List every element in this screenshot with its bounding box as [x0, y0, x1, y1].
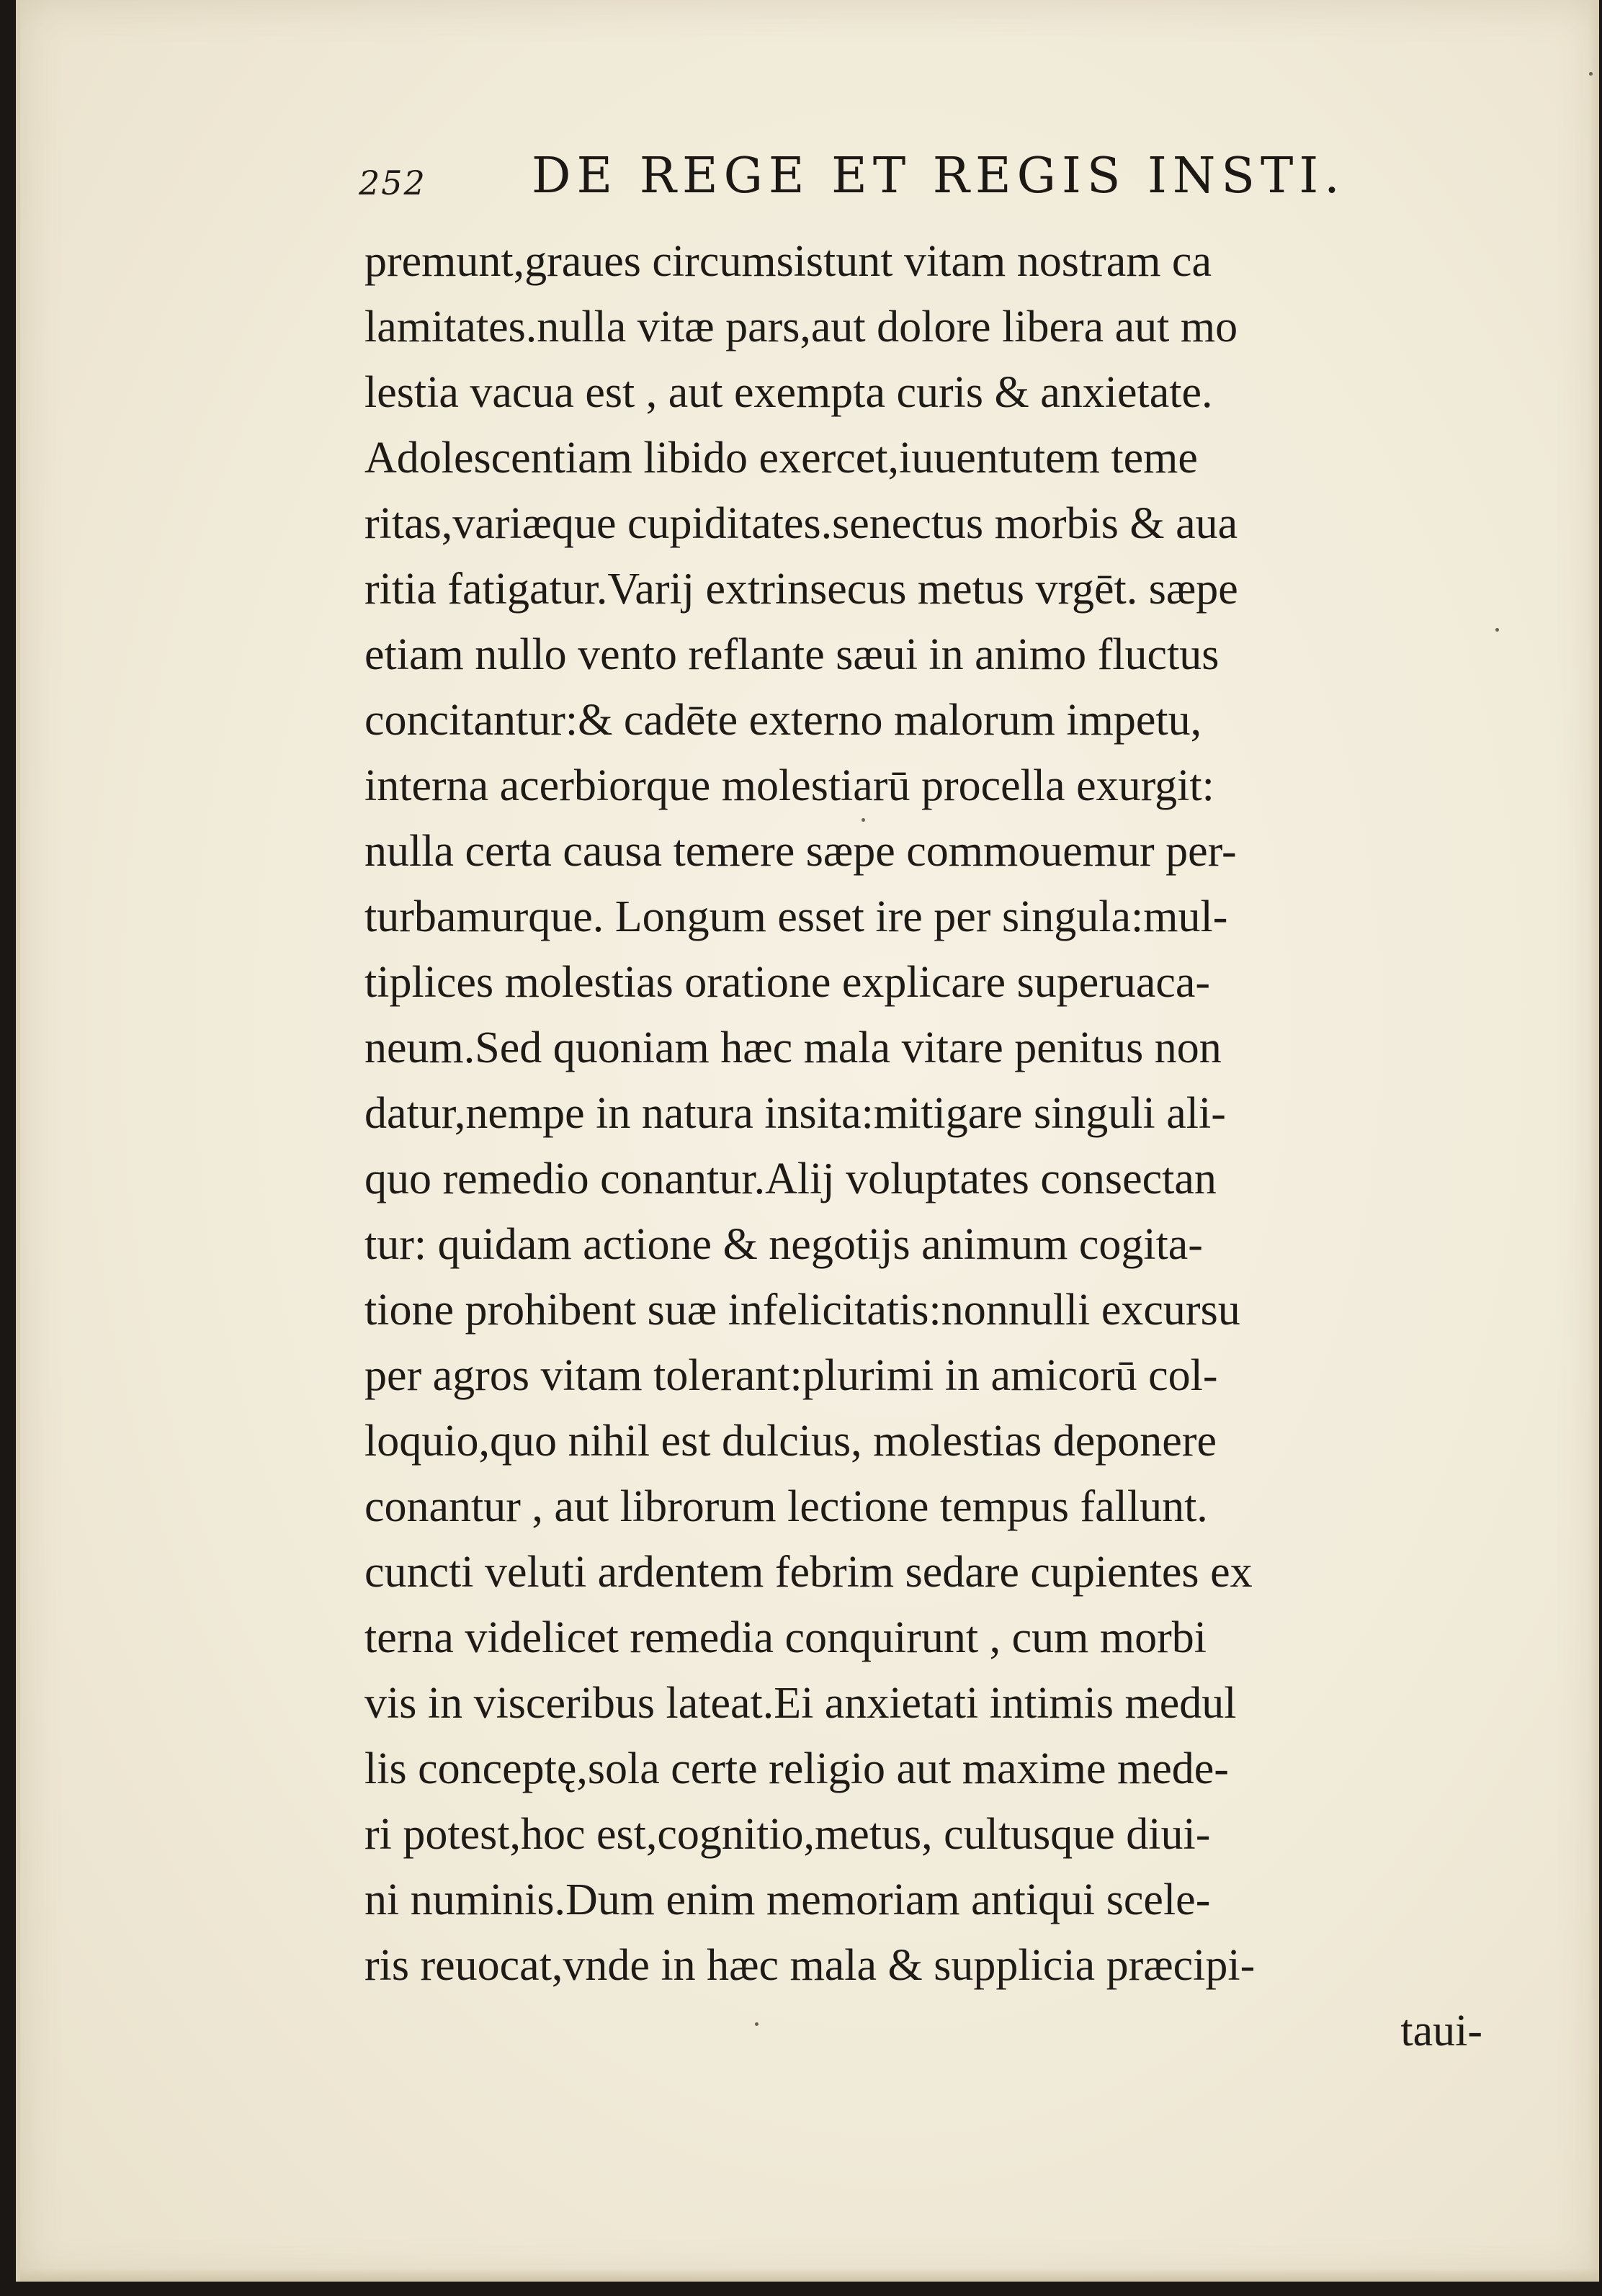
paper-speck — [1589, 72, 1593, 76]
text-line: neum.Sed quoniam hæc mala vitare penitus non — [364, 1023, 1222, 1072]
text-line: lis conceptę,sola certe religio aut maxime mede- — [364, 1744, 1229, 1793]
paper-speck — [755, 2022, 759, 2026]
text-line: premunt,graues circumsistunt vitam nostram ca — [364, 237, 1212, 286]
page-edge-bottom — [20, 2269, 1599, 2282]
text-line: tione prohibent suæ infelicitatis:nonnulli excursu — [364, 1286, 1240, 1335]
text-line: tur: quidam actione & negotijs animum cogita- — [364, 1220, 1203, 1269]
text-line: Adolescentiam libido exercet,iuuentutem teme — [364, 434, 1198, 483]
text-line: ris reuocat,vnde in hæc mala & supplicia præcipi- — [364, 1941, 1256, 1990]
text-line: ritas,variæque cupiditates.senectus morbis & aua — [364, 499, 1238, 548]
text-line: turbamurque. Longum esset ire per singula:mul- — [364, 892, 1228, 941]
text-line: lestia vacua est , aut exempta curis & anxietate. — [364, 368, 1213, 417]
page-number: 252 — [359, 163, 426, 202]
text-line: loquio,quo nihil est dulcius, molestias deponere — [364, 1417, 1217, 1466]
text-line: interna acerbiorque molestiarū procella exurgit: — [364, 761, 1214, 810]
text-line: cuncti veluti ardentem febrim sedare cupientes ex — [364, 1548, 1253, 1597]
text-line: etiam nullo vento reflante sæui in animo fluctus — [364, 630, 1220, 679]
text-line: conantur , aut librorum lectione tempus fallunt. — [364, 1482, 1208, 1531]
text-line: nulla certa causa temere sæpe commouemur per- — [364, 827, 1237, 876]
text-line: tiplices molestias oratione explicare superuaca- — [364, 958, 1211, 1007]
running-head: DE REGE ET REGIS INSTI. — [532, 148, 1346, 205]
book-page — [16, 0, 1599, 2282]
page-header — [359, 148, 1346, 212]
body-text — [364, 229, 1488, 2064]
text-line: ri potest,hoc est,cognitio,metus, cultusque diui- — [364, 1810, 1211, 1859]
text-line: lamitates.nulla vitæ pars,aut dolore libera aut mo — [364, 302, 1238, 351]
text-line: ritia fatigatur.Varij extrinsecus metus vrgēt. sæpe — [364, 565, 1238, 614]
text-line: per agros vitam tolerant:plurimi in amicorū col- — [364, 1351, 1218, 1400]
text-line: ni numinis.Dum enim memoriam antiqui scele- — [364, 1875, 1211, 1924]
text-line: datur,nempe in natura insita:mitigare singuli ali- — [364, 1089, 1226, 1138]
text-line: terna videlicet remedia conquirunt , cum morbi — [364, 1613, 1207, 1662]
text-line: concitantur:& cadēte externo malorum impetu, — [364, 696, 1202, 745]
paper-speck — [862, 818, 865, 822]
catchword: taui- — [1400, 2006, 1482, 2055]
text-line: vis in visceribus lateat.Ei anxietati intimis medul — [364, 1679, 1237, 1728]
paper-speck — [1495, 628, 1499, 632]
text-line: quo remedio conantur.Alij voluptates consectan — [364, 1154, 1217, 1203]
page-edge-right — [1589, 0, 1599, 2282]
